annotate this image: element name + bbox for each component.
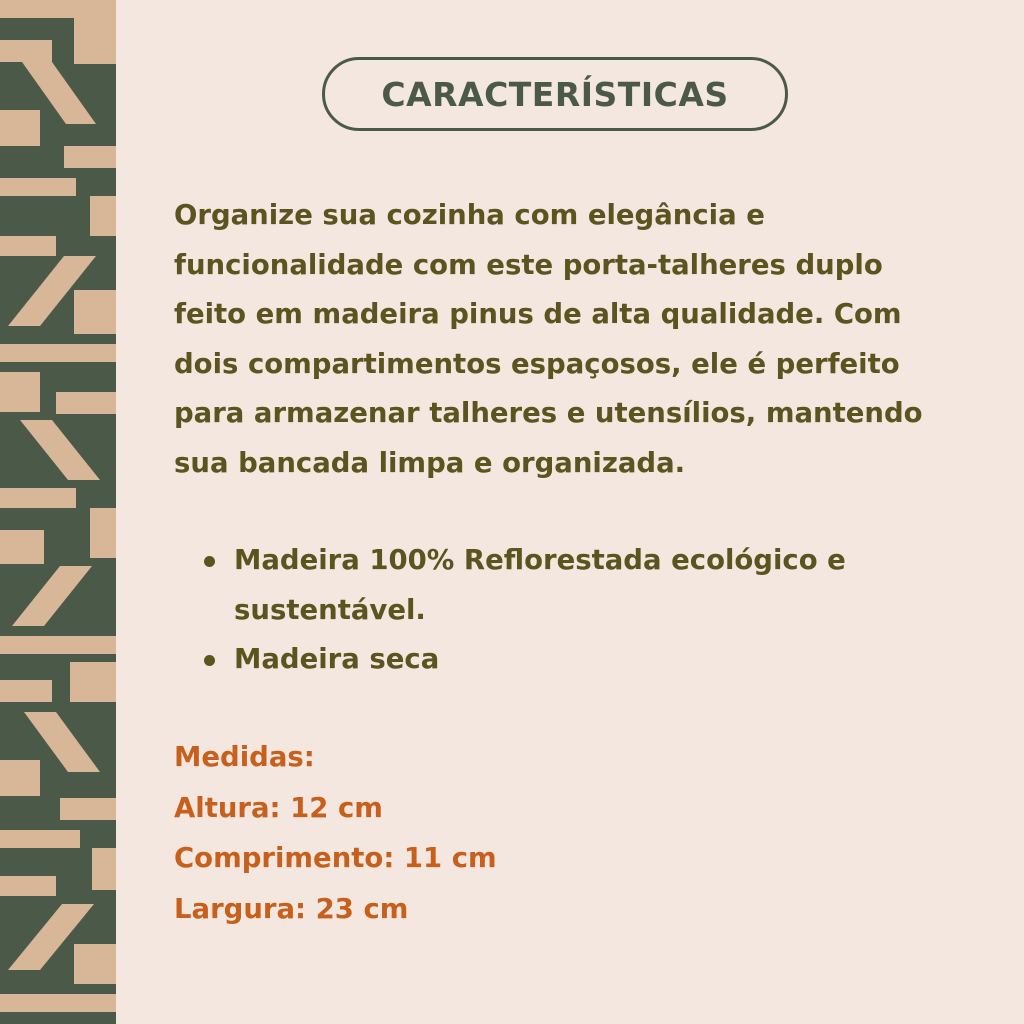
description-line: feito em madeira pinus de alta qualidade. Com [174,298,902,330]
measurement-width: Largura: 23 cm [174,892,409,925]
description-line: para armazenar talheres e utensílios, mantendo [174,397,923,429]
description-line: funcionalidade com este porta-talheres duplo [174,248,883,281]
feature-item [198,635,958,685]
decorative-pattern-strip [0,0,116,1024]
measurement-length: Comprimento: 11 cm [174,842,497,874]
description-line: sua bancada limpa e organizada. [174,446,686,479]
feature-list [198,536,958,685]
description-line: dois compartimentos espaçosos, ele é perfeito [174,347,900,380]
measurements-heading: Medidas: [174,741,315,773]
feature-line: sustentável. [234,593,426,626]
section-title: CARACTERÍSTICAS [381,74,729,114]
measurements-block [174,732,497,934]
bullet-dot-icon [204,655,215,666]
feature-line: Madeira 100% Reflorestada ecológico e [234,544,846,576]
feature-item [198,536,958,635]
feature-line: Madeira seca [234,643,440,675]
section-title-pill [322,57,788,131]
product-description [174,191,994,488]
wood-pattern-graphic [0,0,116,1024]
description-line: Organize sua cozinha com elegância e [174,199,765,231]
bullet-dot-icon [204,556,215,567]
measurement-height: Altura: 12 cm [174,791,383,824]
